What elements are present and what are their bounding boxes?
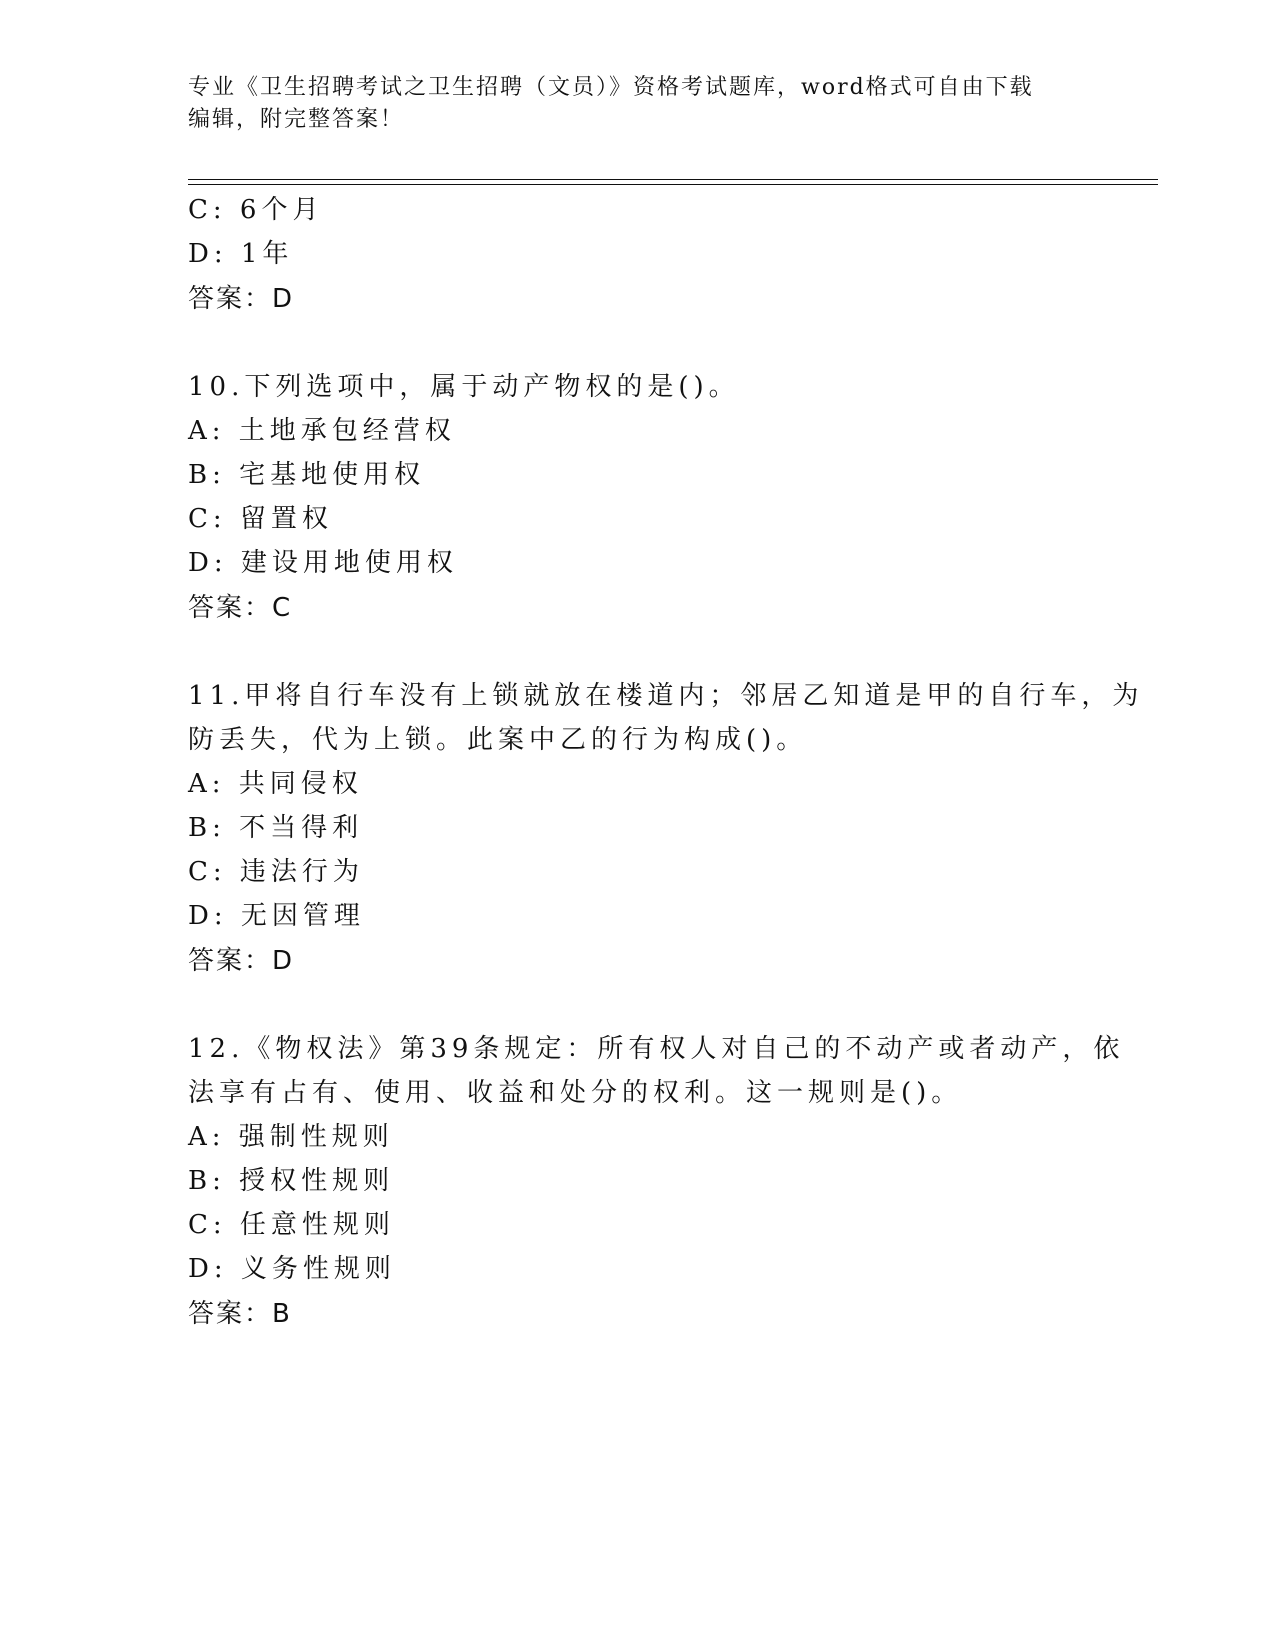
header-divider-top <box>188 179 1158 180</box>
option-c: C: 6个月 <box>188 195 324 225</box>
answer-line: 答案：D <box>188 946 295 976</box>
question-stem-continued: 法享有占有、使用、收益和处分的权利。这一规则是()。 <box>188 1078 963 1108</box>
question-stem: 10.下列选项中，属于动产物权的是()。 <box>188 372 740 402</box>
header-divider-bottom <box>188 184 1158 185</box>
option-d: D: 无因管理 <box>188 901 365 931</box>
option-c: C: 违法行为 <box>188 857 364 887</box>
option-d: D: 建设用地使用权 <box>188 548 458 578</box>
option-a: A: 土地承包经营权 <box>188 416 456 446</box>
option-d: D: 1年 <box>188 239 294 269</box>
option-c: C: 留置权 <box>188 504 333 534</box>
option-a: A: 共同侵权 <box>188 769 363 799</box>
answer-line: 答案：D <box>188 284 295 314</box>
option-c: C: 任意性规则 <box>188 1210 395 1240</box>
answer-line: 答案：C <box>188 593 293 623</box>
option-a: A: 强制性规则 <box>188 1122 394 1152</box>
question-stem-continued: 防丢失，代为上锁。此案中乙的行为构成()。 <box>188 725 808 755</box>
header-line-2: 编辑，附完整答案！ <box>188 107 405 132</box>
document-header <box>188 72 1068 136</box>
answer-line: 答案：B <box>188 1299 292 1329</box>
option-b: B: 宅基地使用权 <box>188 460 426 490</box>
option-d: D: 义务性规则 <box>188 1254 396 1284</box>
option-b: B: 授权性规则 <box>188 1166 395 1196</box>
option-b: B: 不当得利 <box>188 813 364 843</box>
question-stem: 12.《物权法》第39条规定：所有权人对自己的不动产或者动产，依 <box>188 1034 1125 1064</box>
question-stem: 11.甲将自行车没有上锁就放在楼道内；邻居乙知道是甲的自行车，为 <box>188 681 1144 711</box>
header-line-1: 专业《卫生招聘考试之卫生招聘（文员）》资格考试题库，word格式可自由下载 <box>188 75 1034 100</box>
